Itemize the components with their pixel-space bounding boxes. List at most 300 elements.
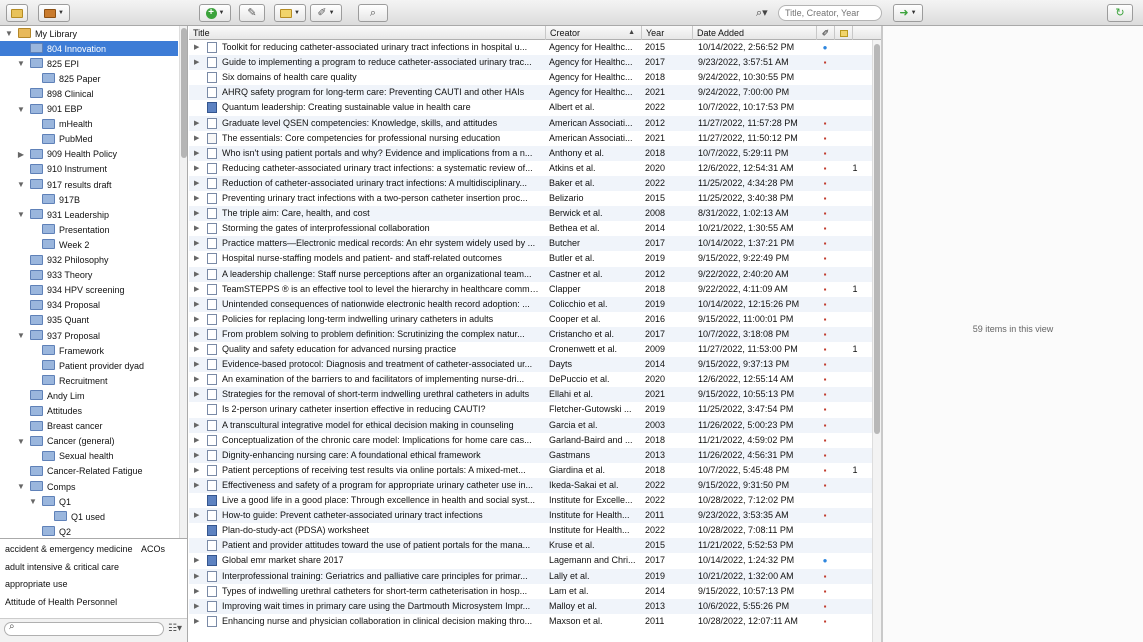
- disclosure-closed-icon[interactable]: ▶: [194, 376, 200, 384]
- collection-label: Framework: [59, 345, 105, 356]
- snapshot-attachment-icon[interactable]: ●: [822, 556, 828, 566]
- pdf-attachment-icon[interactable]: ▪: [823, 58, 827, 68]
- collection-item[interactable]: [0, 373, 178, 388]
- item-year: 2017: [645, 555, 666, 566]
- search-icon: ⌕: [9, 621, 15, 632]
- note-count: [849, 251, 861, 266]
- disclosure-closed-icon[interactable]: ▶: [194, 361, 200, 369]
- table-row[interactable]: [189, 538, 872, 553]
- column-notes[interactable]: [835, 26, 853, 40]
- note-count: [849, 206, 861, 221]
- collection-item[interactable]: [0, 253, 178, 268]
- item-date-added: 11/27/2022, 11:53:00 PM: [698, 344, 798, 354]
- collection-item[interactable]: [0, 449, 178, 464]
- disclosure-open-icon[interactable]: ▼: [17, 104, 25, 114]
- disclosure-open-icon[interactable]: ▼: [5, 29, 13, 38]
- note-count: [849, 116, 861, 131]
- pdf-attachment-icon[interactable]: ▪: [823, 450, 827, 460]
- item-year: 2016: [645, 313, 666, 324]
- disclosure-open-icon[interactable]: ▼: [17, 331, 25, 340]
- table-row[interactable]: [189, 146, 872, 161]
- table-row[interactable]: [189, 131, 872, 146]
- pdf-attachment-icon[interactable]: ▪: [823, 148, 827, 158]
- item-year: 2011: [645, 510, 665, 521]
- folder-icon: [42, 526, 55, 536]
- item-creator: Fletcher-Gutowski ...: [549, 404, 632, 415]
- table-row[interactable]: [189, 116, 872, 131]
- item-creator: American Associati...: [549, 132, 633, 143]
- collection-item[interactable]: [0, 388, 178, 403]
- collection-item[interactable]: [0, 313, 178, 328]
- pdf-attachment-icon[interactable]: ▪: [823, 254, 827, 264]
- collection-item[interactable]: [0, 328, 178, 343]
- pdf-attachment-icon[interactable]: ▪: [823, 616, 827, 626]
- journal-article-icon: [207, 510, 217, 521]
- disclosure-closed-icon[interactable]: ▶: [194, 179, 200, 187]
- item-title: AHRQ safety program for long-term care: Preventing CAUTI and other HAIs: [222, 87, 525, 98]
- item-title: Reduction of catheter-associated urinary tract infections: A multidisciplinary...: [222, 177, 527, 188]
- item-date-added: 9/15/2022, 9:31:50 PM: [698, 479, 790, 490]
- item-date-added: 10/14/2022, 1:37:21 PM: [698, 238, 795, 249]
- tag-item[interactable]: accident & emergency medicine: [5, 544, 133, 554]
- collection-label: 932 Philosophy: [47, 255, 109, 265]
- item-creator: Agency for Healthc...: [549, 57, 633, 68]
- disclosure-open-icon[interactable]: ▼: [17, 59, 25, 69]
- folder-icon: [30, 436, 43, 446]
- journal-article-icon: [207, 42, 217, 53]
- journal-article-icon: [207, 223, 217, 234]
- column-year-label: Year: [646, 28, 665, 38]
- collection-item[interactable]: [0, 298, 178, 313]
- item-year: 2013: [645, 600, 666, 611]
- table-row[interactable]: [189, 402, 872, 417]
- disclosure-closed-icon[interactable]: ▶: [194, 572, 200, 580]
- collection-item[interactable]: [0, 283, 178, 298]
- collection-item[interactable]: [0, 419, 178, 434]
- item-date-added: 11/27/2022, 11:50:12 PM: [698, 132, 798, 143]
- folder-icon: [42, 134, 55, 144]
- pdf-attachment-icon[interactable]: ▪: [823, 420, 827, 430]
- item-creator: DePuccio et al.: [549, 374, 610, 385]
- table-row[interactable]: [189, 553, 872, 568]
- collection-label: Q1 used: [71, 511, 106, 522]
- item-creator: Gastmans: [549, 449, 591, 460]
- table-row[interactable]: [189, 357, 872, 372]
- disclosure-closed-icon[interactable]: ▶: [194, 602, 200, 610]
- tag-actions-icon[interactable]: ☷▾: [168, 623, 182, 634]
- pdf-attachment-icon[interactable]: ▪: [823, 601, 827, 611]
- journal-article-icon: [207, 420, 217, 431]
- disclosure-closed-icon[interactable]: ▶: [194, 617, 200, 625]
- item-title: A transcultural integrative model for ethical decision making in counseling: [222, 419, 514, 430]
- new-note-button[interactable]: [274, 4, 306, 22]
- journal-article-icon: [207, 72, 217, 83]
- disclosure-open-icon[interactable]: ▼: [17, 436, 25, 446]
- collection-item[interactable]: [0, 222, 178, 237]
- collections-scrollbar[interactable]: [179, 26, 187, 538]
- pdf-attachment-icon[interactable]: ▪: [823, 239, 827, 249]
- pdf-attachment-icon[interactable]: ▪: [823, 314, 827, 324]
- disclosure-closed-icon[interactable]: ▶: [194, 255, 200, 263]
- journal-article-icon: [207, 193, 217, 204]
- table-row[interactable]: [189, 569, 872, 584]
- disclosure-closed-icon[interactable]: ▶: [194, 346, 200, 353]
- add-by-identifier-button[interactable]: [239, 4, 265, 22]
- disclosure-closed-icon[interactable]: ▶: [194, 557, 200, 565]
- disclosure-closed-icon[interactable]: ▶: [194, 119, 200, 127]
- pdf-attachment-icon[interactable]: ▪: [823, 511, 827, 521]
- table-row[interactable]: [189, 40, 872, 55]
- collection-label: Cancer-Related Fatigue: [47, 466, 143, 477]
- table-row[interactable]: [189, 463, 872, 478]
- collection-item[interactable]: [0, 358, 178, 373]
- item-title: Dignity-enhancing nursing care: A foundational ethical framework: [222, 449, 481, 460]
- item-date-added: 9/15/2022, 11:00:01 PM: [698, 313, 794, 324]
- journal-article-icon: [207, 133, 217, 144]
- table-row[interactable]: [189, 206, 872, 221]
- table-row[interactable]: [189, 508, 872, 523]
- table-row[interactable]: [189, 614, 872, 629]
- table-row[interactable]: [189, 418, 872, 433]
- table-row[interactable]: [189, 85, 872, 100]
- disclosure-spacer: [194, 493, 202, 508]
- disclosure-closed-icon[interactable]: ▶: [194, 512, 200, 520]
- item-date-added: 9/15/2022, 9:37:13 PM: [698, 359, 790, 370]
- snapshot-attachment-icon[interactable]: ●: [822, 43, 828, 52]
- collection-item[interactable]: [0, 41, 178, 56]
- item-date-added: 10/28/2022, 7:08:11 PM: [698, 525, 794, 536]
- note-count: 1: [852, 283, 858, 294]
- disclosure-open-icon[interactable]: ▼: [17, 210, 25, 220]
- folder-icon: [42, 496, 55, 506]
- item-creator: Institute for Health...: [549, 525, 630, 536]
- pdf-attachment-icon[interactable]: ▪: [823, 284, 827, 294]
- disclosure-closed-icon[interactable]: ▶: [194, 300, 200, 308]
- item-year: 2019: [645, 570, 666, 581]
- disclosure-closed-icon[interactable]: ▶: [194, 164, 200, 172]
- locate-button[interactable]: [893, 4, 923, 22]
- sync-icon: ↻: [1115, 6, 1125, 19]
- items-pane: [189, 26, 881, 642]
- item-creator: Albert et al.: [549, 102, 595, 113]
- collection-label: 917 results draft: [47, 179, 112, 190]
- new-library-button[interactable]: [38, 4, 70, 22]
- collection-item[interactable]: [0, 509, 178, 524]
- disclosure-spacer: [194, 85, 202, 100]
- journal-article-icon: [207, 480, 217, 491]
- add-attachment-button[interactable]: [310, 4, 342, 22]
- note-count: [849, 357, 861, 372]
- table-row[interactable]: [189, 584, 872, 599]
- collection-item[interactable]: [0, 404, 178, 419]
- table-row[interactable]: [189, 267, 872, 282]
- pdf-attachment-icon[interactable]: ▪: [823, 586, 827, 596]
- table-row[interactable]: [189, 70, 872, 85]
- pdf-attachment-icon[interactable]: ▪: [823, 435, 827, 445]
- collection-label: 937 Proposal: [47, 330, 101, 341]
- note-count: [849, 327, 861, 342]
- item-title: Global emr market share 2017: [222, 555, 344, 566]
- folder-icon: [30, 104, 43, 114]
- journal-article-icon: [207, 118, 217, 129]
- tag-filter-input[interactable]: [4, 622, 164, 636]
- item-year: 2014: [645, 585, 666, 596]
- note-count: [849, 131, 861, 146]
- disclosure-closed-icon[interactable]: ▶: [194, 210, 200, 218]
- disclosure-closed-icon[interactable]: ▶: [194, 285, 200, 293]
- journal-article-icon: [207, 178, 217, 189]
- collection-item[interactable]: [0, 132, 178, 147]
- item-date-added: 10/14/2022, 1:24:32 PM: [698, 555, 795, 566]
- journal-article-icon: [207, 465, 217, 476]
- disclosure-closed-icon[interactable]: ▶: [194, 451, 200, 459]
- folder-icon: [42, 119, 55, 129]
- disclosure-closed-icon[interactable]: ▶: [17, 149, 25, 159]
- disclosure-spacer: [194, 538, 202, 553]
- chevron-down-icon: ▼: [294, 10, 300, 16]
- table-row[interactable]: [189, 599, 872, 614]
- tag-item[interactable]: Attitude of Health Personnel: [5, 596, 118, 607]
- disclosure-closed-icon[interactable]: ▶: [194, 225, 200, 233]
- folder-icon: [42, 194, 55, 204]
- column-date-added-label: Date Added: [697, 28, 745, 38]
- item-date-added: 9/24/2022, 7:00:00 PM: [698, 87, 790, 98]
- collection-item[interactable]: [0, 464, 178, 479]
- sync-button[interactable]: [1107, 4, 1133, 22]
- column-attachments[interactable]: [817, 26, 835, 40]
- new-collection-button[interactable]: [6, 4, 28, 22]
- item-title: TeamSTEPPS ® is an effective tool to level the hierarchy in healthcare commu...: [222, 283, 542, 294]
- collection-item[interactable]: [0, 147, 178, 162]
- table-row[interactable]: [189, 448, 872, 463]
- item-creator: Cronenwett et al.: [549, 344, 618, 354]
- toolbar: [0, 0, 1143, 26]
- item-year: 2015: [645, 193, 666, 203]
- item-year: 2015: [645, 42, 666, 52]
- pdf-attachment-icon[interactable]: ▪: [823, 405, 827, 415]
- folder-icon: [42, 224, 55, 234]
- note-count: [849, 191, 861, 206]
- table-row[interactable]: [189, 433, 872, 448]
- table-row[interactable]: [189, 327, 872, 342]
- pdf-attachment-icon[interactable]: ▪: [823, 571, 827, 581]
- table-row[interactable]: [189, 100, 872, 115]
- pdf-attachment-icon[interactable]: ▪: [823, 465, 827, 475]
- item-title: Strategies for the removal of short-term indwelling urethral catheters in adults: [222, 389, 530, 400]
- collection-item[interactable]: [0, 71, 178, 86]
- item-title: Quality and safety education for advanced nursing practice: [222, 344, 457, 354]
- folder-icon: [54, 511, 67, 521]
- note-count: [849, 523, 861, 538]
- pdf-attachment-icon[interactable]: ▪: [823, 480, 827, 490]
- collection-item[interactable]: [0, 268, 178, 283]
- item-creator: Lagemann and Chri...: [549, 555, 636, 566]
- pdf-attachment-icon[interactable]: ▪: [823, 269, 827, 279]
- item-year: 2021: [645, 87, 666, 98]
- disclosure-spacer: [194, 100, 202, 115]
- journal-article-icon: [207, 208, 217, 219]
- table-row[interactable]: [189, 191, 872, 206]
- collection-item[interactable]: [0, 237, 178, 252]
- pdf-attachment-icon[interactable]: ▪: [823, 178, 827, 188]
- disclosure-closed-icon[interactable]: ▶: [194, 436, 200, 444]
- chevron-down-icon: ▼: [58, 10, 64, 16]
- column-creator[interactable]: [546, 26, 642, 40]
- pdf-attachment-icon[interactable]: ▪: [823, 118, 827, 128]
- disclosure-closed-icon[interactable]: ▶: [194, 481, 200, 489]
- items-scrollbar[interactable]: [872, 40, 881, 642]
- table-row[interactable]: [189, 478, 872, 493]
- disclosure-closed-icon[interactable]: ▶: [194, 270, 200, 278]
- disclosure-closed-icon[interactable]: ▶: [194, 466, 200, 474]
- collections-pane: [0, 26, 188, 642]
- disclosure-open-icon[interactable]: ▼: [29, 497, 37, 507]
- disclosure-closed-icon[interactable]: ▶: [194, 315, 200, 323]
- journal-article-icon: [207, 269, 217, 280]
- scrollbar-thumb[interactable]: [181, 28, 187, 158]
- item-title: Six domains of health care quality: [222, 72, 357, 83]
- pdf-attachment-icon[interactable]: ▪: [823, 209, 827, 219]
- book-icon: [207, 102, 217, 113]
- collection-item[interactable]: [0, 117, 178, 132]
- item-year: 2022: [645, 525, 666, 536]
- note-count: [849, 267, 861, 282]
- disclosure-closed-icon[interactable]: ▶: [194, 421, 200, 429]
- collection-item[interactable]: [0, 162, 178, 177]
- item-year: 2021: [645, 132, 666, 143]
- collection-item[interactable]: [0, 56, 178, 71]
- chevron-down-icon: ▼: [910, 10, 917, 16]
- collection-item[interactable]: [0, 343, 178, 358]
- tag-item[interactable]: ACOs: [141, 544, 166, 554]
- collection-label: My Library: [35, 28, 78, 39]
- disclosure-closed-icon[interactable]: ▶: [194, 391, 200, 399]
- table-row[interactable]: [189, 176, 872, 191]
- table-row[interactable]: [189, 161, 872, 176]
- column-date-added[interactable]: [693, 26, 817, 40]
- journal-article-icon: [207, 389, 217, 400]
- pdf-attachment-icon[interactable]: ▪: [823, 133, 827, 143]
- tag-filter-bar: [0, 618, 187, 642]
- journal-article-icon: [207, 329, 217, 340]
- sort-ascending-icon: ▲: [628, 29, 635, 36]
- table-row[interactable]: [189, 342, 872, 357]
- column-title[interactable]: [189, 26, 546, 40]
- collection-label: 933 Theory: [47, 270, 93, 281]
- table-row[interactable]: [189, 493, 872, 508]
- collection-item[interactable]: [0, 207, 178, 222]
- collection-label: Attitudes: [47, 406, 83, 416]
- item-year: 2017: [645, 238, 666, 249]
- journal-article-icon: [207, 571, 217, 582]
- journal-article-icon: [207, 57, 217, 68]
- note-count: [849, 372, 861, 387]
- disclosure-closed-icon[interactable]: ▶: [194, 44, 200, 51]
- item-title: Is 2-person urinary catheter insertion effective in reducing CAUTI?: [222, 404, 486, 415]
- pdf-attachment-icon[interactable]: ▪: [823, 194, 827, 203]
- disclosure-closed-icon[interactable]: ▶: [194, 134, 200, 142]
- pdf-attachment-icon[interactable]: ▪: [823, 390, 827, 400]
- book-icon: [207, 495, 217, 506]
- item-year: 2008: [645, 208, 666, 219]
- column-year[interactable]: [642, 26, 693, 40]
- pdf-attachment-icon[interactable]: ▪: [823, 224, 827, 234]
- disclosure-open-icon[interactable]: ▼: [17, 180, 25, 189]
- table-row[interactable]: [189, 251, 872, 266]
- table-row[interactable]: [189, 236, 872, 251]
- advanced-search-button[interactable]: [358, 4, 388, 22]
- disclosure-closed-icon[interactable]: ▶: [194, 330, 200, 338]
- pdf-attachment-icon[interactable]: ▪: [823, 163, 827, 173]
- disclosure-closed-icon[interactable]: ▶: [194, 240, 200, 248]
- collection-item[interactable]: [0, 102, 178, 117]
- tag-item[interactable]: appropriate use: [5, 579, 68, 589]
- item-title: Who isn't using patient portals and why? Evidence and implications from a n...: [222, 147, 533, 158]
- collection-item[interactable]: [0, 26, 178, 41]
- note-icon: [280, 9, 292, 18]
- table-row[interactable]: [189, 523, 872, 538]
- disclosure-open-icon[interactable]: ▼: [17, 482, 25, 491]
- item-creator: Butcher: [549, 238, 581, 249]
- search-input[interactable]: [778, 5, 882, 21]
- collection-item[interactable]: [0, 192, 178, 207]
- disclosure-closed-icon[interactable]: ▶: [194, 587, 200, 595]
- item-creator: Agency for Healthc...: [549, 72, 633, 83]
- pdf-attachment-icon[interactable]: ▪: [823, 375, 827, 385]
- disclosure-closed-icon[interactable]: ▶: [194, 195, 200, 202]
- pdf-attachment-icon[interactable]: ▪: [823, 360, 827, 370]
- item-date-added: 10/28/2022, 7:12:02 PM: [698, 495, 795, 505]
- new-item-button[interactable]: [199, 4, 231, 22]
- folder-icon: [30, 209, 43, 219]
- note-count: 1: [852, 344, 858, 354]
- table-row[interactable]: [189, 55, 872, 70]
- folder-icon: [30, 421, 43, 431]
- item-title: Unintended consequences of nationwide electronic health record adoption: ...: [222, 298, 530, 309]
- collection-item[interactable]: [0, 494, 178, 509]
- table-row[interactable]: [189, 297, 872, 312]
- search-icon[interactable]: ⌕▾: [756, 7, 768, 19]
- table-row[interactable]: [189, 221, 872, 236]
- collection-item[interactable]: [0, 434, 178, 449]
- collection-item[interactable]: [0, 524, 178, 538]
- table-row[interactable]: [189, 387, 872, 402]
- disclosure-closed-icon[interactable]: ▶: [194, 59, 200, 67]
- item-year: 2018: [645, 464, 666, 475]
- journal-article-icon: [207, 435, 217, 446]
- tag-item[interactable]: adult intensive & critical care: [5, 561, 120, 572]
- pdf-attachment-icon[interactable]: ▪: [823, 299, 827, 309]
- note-count: [849, 538, 861, 553]
- disclosure-closed-icon[interactable]: ▶: [194, 149, 200, 157]
- item-title: Conceptualization of the chronic care model: Implications for home care cas...: [222, 434, 532, 445]
- item-date-added: 9/23/2022, 3:53:35 AM: [698, 510, 789, 521]
- collection-item[interactable]: [0, 177, 178, 192]
- scrollbar-thumb[interactable]: [874, 44, 880, 434]
- item-creator: Cristancho et al.: [549, 328, 615, 339]
- item-creator: Atkins et al.: [549, 162, 596, 173]
- item-title: Guide to implementing a program to reduce catheter-associated urinary trac...: [222, 57, 532, 68]
- pdf-attachment-icon[interactable]: ▪: [823, 329, 827, 339]
- item-title: Enhancing nurse and physician collaboration in clinical decision making thro...: [222, 615, 533, 626]
- table-row[interactable]: [189, 312, 872, 327]
- collection-item[interactable]: [0, 86, 178, 101]
- pdf-attachment-icon[interactable]: ▪: [823, 345, 827, 354]
- collection-item[interactable]: [0, 479, 178, 494]
- item-title: A leadership challenge: Staff nurse perceptions after an organizational team...: [222, 268, 532, 279]
- table-row[interactable]: [189, 372, 872, 387]
- table-row[interactable]: [189, 282, 872, 297]
